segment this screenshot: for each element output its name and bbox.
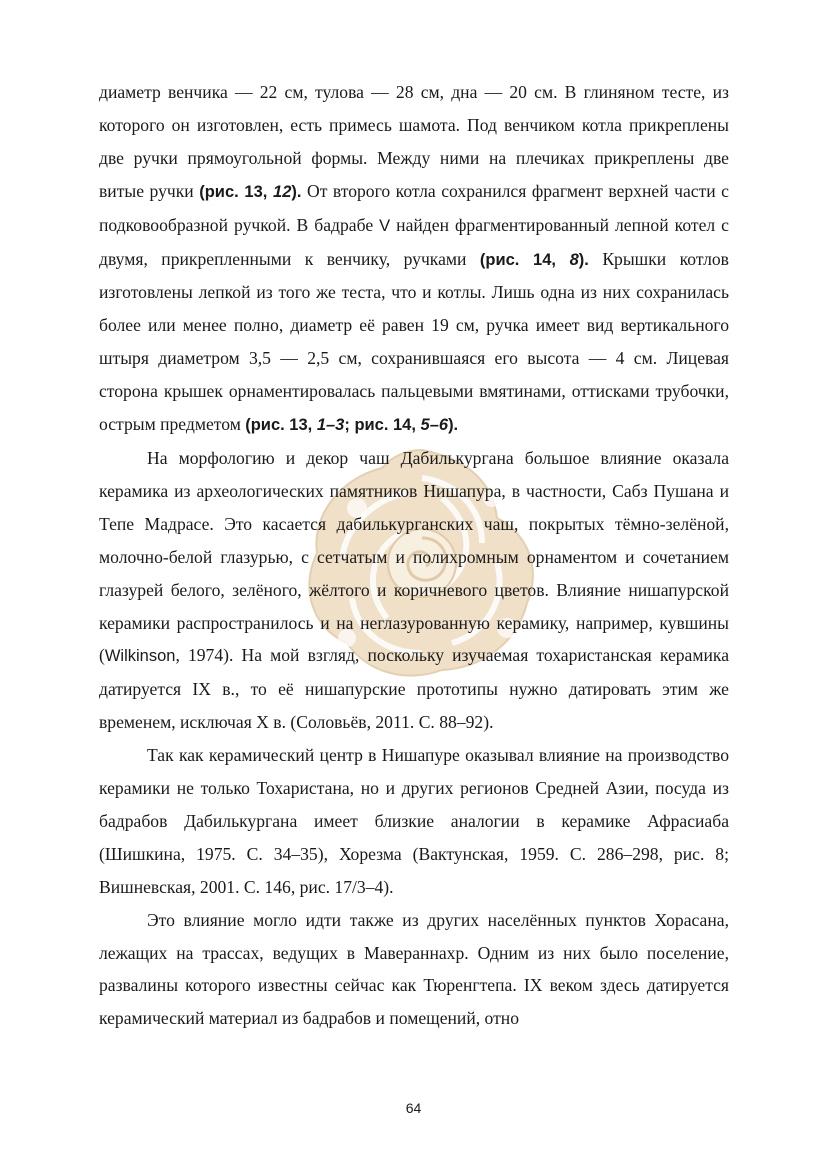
text-run: Так как керамический центр в Нишапуре оказывал влияние на производство керамики не только Тохаристана, но и других регионов Средней Азии, посуда из бадрабов Дабилькургана имеет близкие аналогии в керамике Афрасиаба (Шишкина, 1975. С. 34–35), Хорезма (Вактунская, 1959. С. 286–298, рис. 8; Вишневская, 2001. С. 146, рис. 17/3–4).: [99, 745, 729, 897]
figure-reference: (рис. 13,: [199, 182, 274, 201]
figure-reference: ).: [291, 182, 302, 201]
figure-reference: ).: [578, 250, 589, 269]
paragraph: [99, 904, 729, 1036]
text-run: На морфологию и декор чаш Дабилькургана большое влияние оказала керамика из археологических памятников Нишапура, в частности, Сабз Пушана и Тепе Мадрасе. Это касается дабилькурганских чаш, покрытых тёмно-зелёной, молочно-белой глазурью, с сетчатым и полихромным орнаментом и сочетанием глазурей белого, зелёного, жёлтого и коричневого цветов. Влияние нишапурской керамики распространилось и на неглазурованную керамику, например, кувшины (: [99, 447, 729, 666]
figure-reference: (рис. 13,: [245, 416, 317, 435]
paragraph: [99, 739, 729, 904]
text-run: диаметр венчика — 22 см, тулова — 28 см, дна — 20 см. В глиняном тесте, из которого он изготовлен, есть примесь шамота. Под венчиком котла прикреплены две ручки прямоугольной формы. Между ними на плечиках прикреплены две витые ручки: [99, 82, 729, 201]
figure-reference-number: 1–3: [316, 416, 345, 435]
paragraph: [99, 76, 729, 442]
text-run: Это влияние могло идти также из других населённых пунктов Хорасана, лежащих на трассах, ведущих в Мавераннахр. Одним из них было поселение, развалины которого известны сейчас как Тюренгтепа. IX веком здесь датируется керамический материал из бадрабов и помещений, отно: [99, 909, 729, 1029]
text-run: , 1974). На мой взгляд, поскольку изучаемая тохаристанская керамика датируется IX в., то её нишапурские прототипы нужно датировать этим же временем, исключая X в. (Соловьёв, 2011. С. 88–92).: [99, 645, 729, 733]
figure-reference-number: 5–6: [420, 416, 449, 435]
latin-text: Wilkinson: [104, 647, 176, 666]
figure-reference: ; рис. 14,: [344, 416, 421, 435]
text-run: найден фрагментированный лепной котел с двумя, прикрепленными к венчику, ручками: [99, 214, 729, 269]
figure-reference-number: 8: [569, 250, 579, 269]
figure-reference: ).: [448, 416, 459, 435]
body-text: [99, 76, 729, 1035]
text-run: Крышки котлов изготовлены лепкой из того же теста, что и котлы. Лишь одна из них сохранилась более или менее полно, диаметр её равен 19 см, ручка имеет вид вертикального штыря диаметром 3,5 — 2,5 см, сохранившаяся его высота — 4 см. Лицевая сторона крышек орнаментировалась пальцевыми вмятинами, оттисками трубочки, острым предметом: [99, 248, 729, 435]
latin-text: V: [379, 216, 391, 235]
figure-reference: (рис. 14,: [479, 250, 570, 269]
page-number: 64: [405, 1100, 422, 1116]
paragraph: [99, 442, 729, 739]
text-run: От второго котла сохранился фрагмент верхней части с подковообразной ручкой. В бадрабе: [99, 180, 729, 235]
figure-reference-number: 12: [273, 182, 292, 201]
